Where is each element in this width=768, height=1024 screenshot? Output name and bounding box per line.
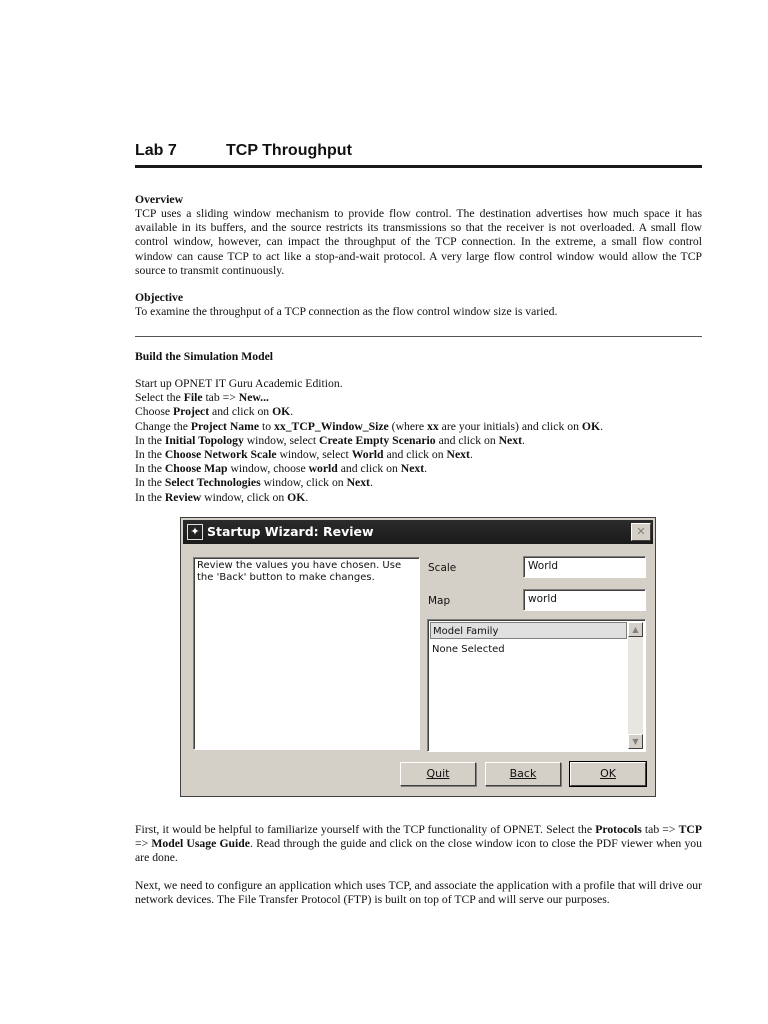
text-run: Start up OPNET IT Guru Academic Edition.	[135, 377, 343, 390]
map-label: Map	[428, 595, 451, 607]
text-run: and click on	[435, 433, 499, 447]
text-run: . Read through the guide and click on the close window icon to close the PDF viewer when you are done.	[135, 837, 702, 865]
list-item[interactable]: None Selected	[432, 644, 505, 655]
step-item	[135, 405, 702, 419]
bold-term: New...	[238, 391, 269, 405]
text-run: window, select	[243, 433, 319, 447]
step-item	[135, 476, 702, 490]
dialog-titlebar[interactable]	[183, 520, 653, 544]
bold-term: World	[351, 447, 384, 461]
map-field: world	[523, 589, 646, 611]
text-run: tab =>	[641, 823, 679, 836]
bold-term: OK	[272, 405, 291, 419]
step-item	[135, 377, 702, 391]
bold-term: Next	[346, 476, 370, 490]
text-run: =>	[135, 837, 152, 851]
text-run: .	[521, 433, 525, 447]
bold-term: Choose Network Scale	[164, 447, 277, 461]
step-item	[135, 448, 702, 462]
bold-term: Review	[164, 490, 202, 504]
bold-term: OK	[287, 490, 306, 504]
scroll-up-icon[interactable]: ▲	[628, 622, 643, 637]
app-icon: ✦	[187, 524, 203, 540]
lab-title: TCP Throughput	[226, 142, 352, 159]
bold-term: Next	[498, 433, 522, 447]
text-run: .	[290, 405, 294, 419]
step-item	[135, 434, 702, 448]
text-run: and click on	[337, 462, 401, 476]
ok-button[interactable]: OK	[570, 762, 646, 786]
dialog-title: Startup Wizard: Review	[207, 524, 374, 539]
quit-button[interactable]: Quit	[400, 762, 476, 786]
text-run: Select the	[135, 391, 184, 405]
bold-term: Next	[446, 447, 470, 461]
text-run: window, click on	[260, 476, 347, 490]
model-family-list[interactable]	[427, 619, 646, 752]
overview-text: TCP uses a sliding window mechanism to provide flow control. The destination advertises how much space it has available in its buffers, and the source restricts its transmissions so that the receiver is not overloaded. A small flow control window, however, can impact the throughput of the TCP connection. In the extreme, a small flow control window can cause TCP to act like a stop-and-wait protocol. A very large flow control window would allow the TCP source to transmit continuously.	[135, 207, 702, 277]
text-run: First, it would be helpful to familiarize yourself with the TCP functionality of OPNET. Select the	[135, 823, 596, 836]
build-steps	[135, 377, 702, 505]
next-paragraph: Next, we need to configure an application which uses TCP, and associate the application with a profile that will drive our network devices. The File Transfer Protocol (FTP) is built on top of TCP and will serve our purposes.	[135, 879, 702, 907]
bold-term: Project Name	[190, 419, 260, 433]
close-icon[interactable]: ✕	[631, 523, 651, 541]
text-run: In the	[135, 476, 165, 490]
text-run: and click on	[383, 447, 447, 461]
text-run: In the	[135, 433, 165, 447]
text-run: .	[469, 447, 473, 461]
text-run: Change the	[135, 419, 191, 433]
bold-term: Next	[400, 462, 425, 476]
text-run: .	[369, 476, 373, 490]
bold-term: Select Technologies	[164, 476, 261, 490]
build-heading: Build the Simulation Model	[135, 350, 274, 363]
section-divider	[135, 336, 702, 337]
bold-term: Initial Topology	[164, 433, 244, 447]
review-text-box: Review the values you have chosen. Use the 'Back' button to make changes.	[193, 557, 420, 750]
step-item	[135, 391, 702, 405]
lab-number: Lab 7	[135, 142, 177, 159]
text-run: and click on	[209, 405, 273, 419]
scale-field: World	[523, 556, 646, 578]
title-rule	[135, 165, 702, 168]
step-item	[135, 491, 702, 505]
text-run: In the	[135, 447, 165, 461]
text-run: (where	[388, 419, 428, 433]
step-item	[135, 462, 702, 476]
scale-label: Scale	[428, 562, 457, 574]
lab-header	[135, 142, 702, 164]
overview-heading: Overview	[135, 193, 184, 206]
text-run: to	[259, 419, 275, 433]
list-header-model-family[interactable]: Model Family	[430, 622, 627, 639]
text-run: In the	[135, 462, 165, 476]
back-button[interactable]: Back	[485, 762, 561, 786]
familiarize-paragraph	[135, 823, 702, 866]
bold-term: Protocols	[595, 823, 642, 836]
objective-text: To examine the throughput of a TCP connection as the flow control window size is varied.	[135, 305, 558, 318]
bold-term: File	[183, 391, 203, 405]
text-run: Choose	[135, 405, 173, 419]
text-run: .	[600, 419, 603, 433]
text-run: In the	[135, 490, 165, 504]
bold-term: world	[308, 462, 338, 476]
bold-term: Project	[172, 405, 210, 419]
bold-term: xx_TCP_Window_Size	[274, 419, 389, 433]
text-run: tab =>	[202, 391, 239, 405]
bold-term: Create Empty Scenario	[319, 433, 436, 447]
text-run: are your initials) and click on	[438, 419, 582, 433]
bold-term: xx	[427, 419, 439, 433]
list-scrollbar[interactable]	[628, 622, 643, 749]
objective-heading: Objective	[135, 291, 184, 304]
text-run: .	[424, 462, 428, 476]
bold-term: Choose Map	[164, 462, 228, 476]
step-item	[135, 420, 702, 434]
scroll-down-icon[interactable]: ▼	[628, 734, 643, 749]
bold-term: Model Usage Guide	[151, 837, 250, 851]
bold-term: OK	[581, 419, 601, 433]
text-run: window, choose	[227, 462, 309, 476]
startup-wizard-dialog	[180, 517, 656, 797]
text-run: window, click on	[201, 490, 288, 504]
text-run: window, select	[276, 447, 352, 461]
bold-term: TCP	[678, 823, 702, 836]
text-run: .	[305, 490, 309, 504]
